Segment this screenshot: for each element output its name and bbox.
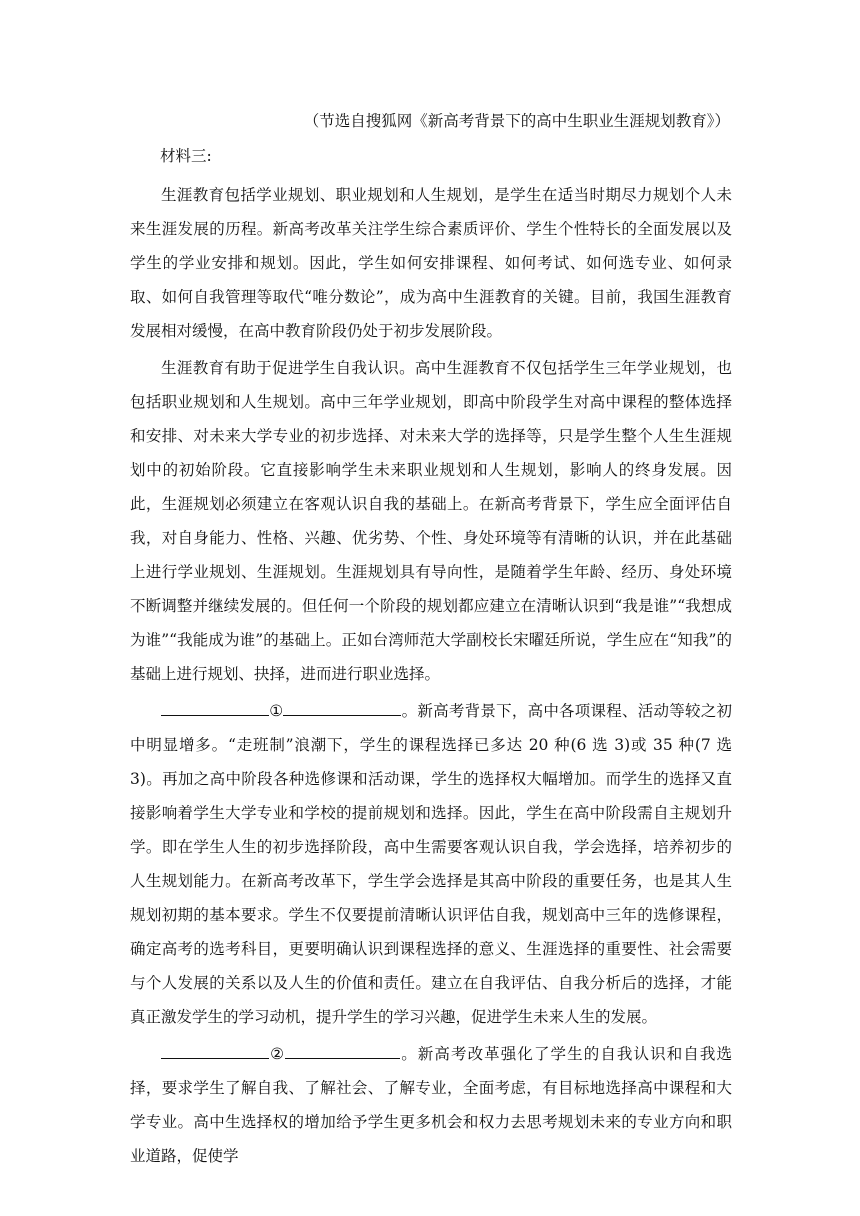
paragraph-3 <box>130 694 732 1034</box>
source-citation: （节选自搜狐网《新高考背景下的高中生职业生涯规划教育》） <box>303 112 730 130</box>
paragraph-2: 生涯教育有助于促进学生自我认识。高中生涯教育不仅包括学生三年学业规划，也包括职业规划和人生规划。高中三年学业规划，即高中阶段学生对高中课程的整体选择和安排、对未来大学专业的初步选择、对未来大学的选择等，只是学生整个人生生涯规划中的初始阶段。它直接影响学生未来职业规划和人生规划，影响人的终身发展。因此，生涯规划必须建立在客观认识自我的基础上。在新高考背景下，学生应全面评估自我，对自身能力、性格、兴趣、优劣势、个性、身处环境等有清晰的认识，并在此基础上进行学业规划、生涯规划。生涯规划具有导向性，是随着学生年龄、经历、身处环境不断调整并继续发展的。但任何一个阶段的规划都应建立在清晰认识到“我是谁”“我想成为谁”“我能成为谁”的基础上。正如台湾师范大学副校长宋曜廷所说，学生应在“知我”的基础上进行规划、抉择，进而进行职业选择。 <box>130 359 732 683</box>
article-body <box>130 178 732 1176</box>
paragraph-1: 生涯教育包括学业规划、职业规划和人生规划，是学生在适当时期尽力规划个人未来生涯发展的历程。新高考改革关注学生综合素质评价、学生个性特长的全面发展以及学生的学业安排和规划。因此，学生如何安排课程、如何考试、如何选专业、如何录取、如何自我管理等取代“唯分数论”，成为高中生涯教育的关键。目前，我国生涯教育发展相对缓慢，在高中教育阶段仍处于初步发展阶段。 <box>130 186 732 340</box>
section-heading: 材料三: <box>160 147 212 165</box>
paragraph-3-text: 。新高考背景下，高中各项课程、活动等较之初中明显增多。“走班制”浪潮下，学生的课程选择已多达 20 种(6 选 3)或 35 种(7 选 3)。再加之高中阶段各种选修课和活动课，学生的选择权大幅增加。而学生的选择又直接影响着学生大学专业和学校的提前规划和选择。因此，学生在高中阶段需自主规划升学。即在学生人生的初步选择阶段，高中生需要客观认识自我，学会选择，培养初步的人生规划能力。在新高考改革下，学生学会选择是其高中阶段的重要任务，也是其人生规划初期的基本要求。学生不仅要提前清晰认识评估自我，规划高中三年的选修课程，确定高考的选考科目，更要明确认识到课程选择的意义、生涯选择的重要性、社会需要与个人发展的关系以及人生的价值和责任。建立在自我评估、自我分析后的选择，才能真正激发学生的学习动机，提升学生的学习兴趣，促进学生未来人生的发展。 <box>130 702 732 1026</box>
paragraph-4-text: 。新高考改革强化了学生的自我认识和自我选择，要求学生了解自我、了解社会、了解专业，全面考虑，有目标地选择高中课程和大学专业。高中生选择权的增加给予学生更多机会和权力去思考规划未来的专业方向和职业道路，促使学 <box>130 1045 732 1165</box>
fill-in-blank-1-right <box>283 698 401 716</box>
fill-in-blank-2-right <box>285 1041 400 1059</box>
blank-marker-2: ② <box>269 1045 286 1063</box>
blank-marker-1: ① <box>269 702 284 720</box>
paragraph-4 <box>130 1037 732 1173</box>
fill-in-blank-1-left <box>161 698 269 716</box>
fill-in-blank-2-left <box>161 1041 269 1059</box>
